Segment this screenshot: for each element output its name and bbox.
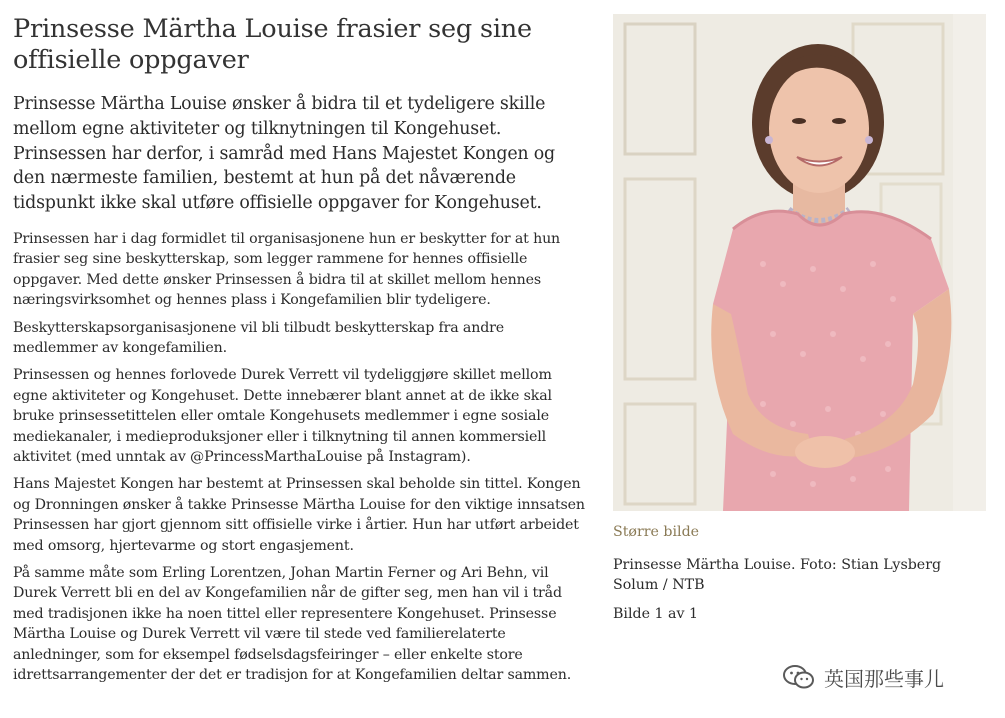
article-body bbox=[13, 229, 588, 686]
image-aside bbox=[613, 14, 988, 624]
portrait-photo[interactable] bbox=[613, 14, 986, 511]
article-paragraph: Prinsessen har i dag formidlet til organisasjonene hun er beskytter for at hun frasier seg sine beskytterskap, som legger rammene for hennes offisielle oppgaver. Med dette ønsker Prinsessen å bidra til at skillet mellom hennes næringsvirksomhet og hennes plass i Kongefamilien blir tydeligere. bbox=[13, 230, 561, 309]
page-title: Prinsesse Märtha Louise frasier seg sine offisielle oppgaver bbox=[13, 14, 532, 75]
wechat-icon bbox=[782, 663, 816, 691]
image-caption: Prinsesse Märtha Louise. Foto: Stian Lysberg Solum / NTB bbox=[613, 557, 942, 593]
watermark bbox=[782, 660, 944, 694]
larger-image-link[interactable]: Større bilde bbox=[613, 524, 700, 540]
article-lead: Prinsesse Märtha Louise ønsker å bidra til et tydeligere skille mellom egne aktiviteter og tilknytningen til Kongehuset. Prinsessen har derfor, i samråd med Hans Majestet Kongen og den nærmeste familien, bestemt at hun på det nåværende tidspunkt ikke skal utføre offisielle oppgaver for Kongehuset. bbox=[13, 94, 555, 214]
portrait-illustration bbox=[613, 14, 986, 511]
article-paragraph: På samme måte som Erling Lorentzen, Johan Martin Ferner og Ari Behn, vil Durek Verrett bli en del av Kongefamilien når de gifter seg, men han vil i tråd med tradisjonen ikke ha noen tittel eller representere Kongehuset. Prinsesse Märtha Louise og Durek Verrett vil være til stede ved familierelaterte anledninger, som for eksempel fødselsdagsfeiringer – eller enkelte store idrettsarrangementer der det er tradisjon for at Kongefamilien deltar sammen. bbox=[13, 565, 572, 684]
image-counter: Bilde 1 av 1 bbox=[613, 606, 699, 622]
article bbox=[13, 14, 588, 693]
article-paragraph: Prinsessen og hennes forlovede Durek Verrett vil tydeliggjøre skillet mellom egne aktiviteter og Kongehuset. Dette innebærer blant annet at de ikke skal bruke prinsessetittelen eller omtale Kongehusets medlemmer i egne sosiale mediekanaler, i medieproduksjoner eller i tilknytning til annen kommersiell aktivitet (med unntak av @PrincessMarthaLouise på Instagram). bbox=[13, 367, 552, 466]
article-paragraph: Beskytterskapsorganisasjonene vil bli tilbudt beskytterskap fra andre medlemmer av kongefamilien. bbox=[13, 319, 505, 357]
watermark-text: 英国那些事儿 bbox=[824, 666, 944, 691]
article-paragraph: Hans Majestet Kongen har bestemt at Prinsessen skal beholde sin tittel. Kongen og Dronningen ønsker å takke Prinsesse Märtha Louise for den viktige innsatsen Prinsessen har gjort gjennom sitt offisielle virke i årtier. Hun har utført arbeidet med omsorg, hjertevarme og stort engasjement. bbox=[13, 476, 585, 554]
